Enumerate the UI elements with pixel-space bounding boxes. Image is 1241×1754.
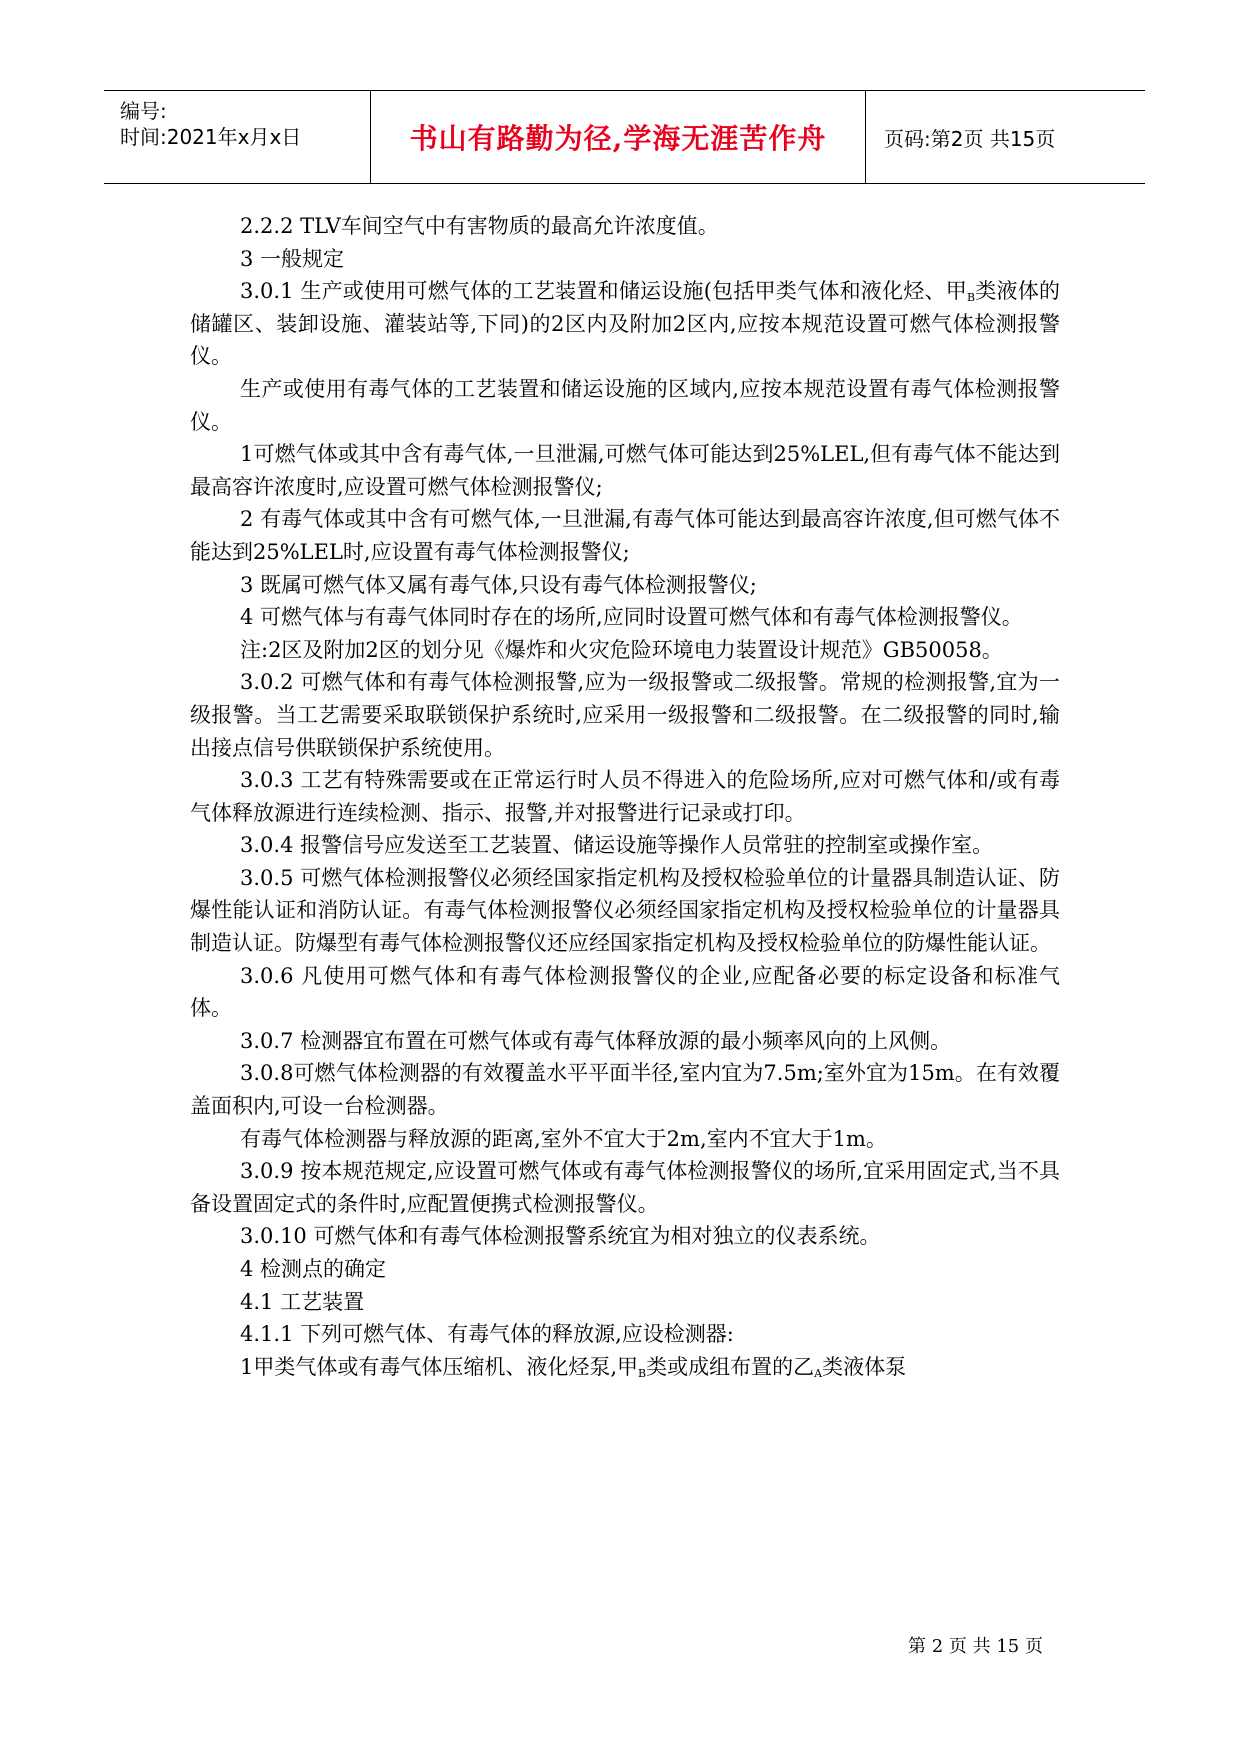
document-body [190,210,1060,1383]
paragraph: 3.0.4 报警信号应发送至工艺装置、储运设施等操作人员常驻的控制室或操作室。 [240,833,994,858]
paragraph: 3.0.6 凡使用可燃气体和有毒气体检测报警仪的企业,应配备必要的标定设备和标准气体。 [190,963,1060,1021]
paragraph: 1可燃气体或其中含有毒气体,一旦泄漏,可燃气体可能达到25%LEL,但有毒气体不能达到最高容许浓度时,应设置可燃气体检测报警仪; [190,442,1060,499]
paragraph: 有毒气体检测器与释放源的距离,室外不宜大于2m,室内不宜大于1m。 [240,1126,887,1151]
document-time-label: 时间:2021年x月x日 [120,125,302,149]
paragraph: 3.0.9 按本规范规定,应设置可燃气体或有毒气体检测报警仪的场所,宜采用固定式,当不具备设置固定式的条件时,应配置便携式检测报警仪。 [190,1159,1060,1216]
paragraph: 4.1.1 下列可燃气体、有毒气体的释放源,应设检测器: [240,1322,734,1347]
page-header [104,90,1145,184]
paragraph: 3.0.8可燃气体检测器的有效覆盖水平平面半径,室内宜为7.5m;室外宜为15m。在有效覆盖面积内,可设一台检测器。 [190,1061,1060,1119]
paragraph: 3.0.2 可燃气体和有毒气体检测报警,应为一级报警或二级报警。常规的检测报警,宜为一级报警。当工艺需要采取联锁保护系统时,应采用一级报警和二级报警。在二级报警的同时,输出接点信号供联锁保护系统使用。 [190,670,1060,760]
paragraph: 3 既属可燃气体又属有毒气体,只设有毒气体检测报警仪; [240,572,757,597]
paragraph: 2 有毒气体或其中含有可燃气体,一旦泄漏,有毒气体可能达到最高容许浓度,但可燃气体不能达到25%LEL时,应设置有毒气体检测报警仪; [190,507,1060,564]
header-page-label: 页码:第2页 共15页 [884,126,1056,151]
paragraph: 3.0.7 检测器宜布置在可燃气体或有毒气体释放源的最小频率风向的上风侧。 [240,1028,952,1053]
paragraph: 3.0.5 可燃气体检测报警仪必须经国家指定机构及授权检验单位的计量器具制造认证、防爆性能认证和消防认证。有毒气体检测报警仪必须经国家指定机构及授权检验单位的计量器具制造认证。防爆型有毒气体检测报警仪还应经国家指定机构及授权检验单位的防爆性能认证。 [190,865,1060,956]
paragraph: 3.0.10 可燃气体和有毒气体检测报警系统宜为相对独立的仪表系统。 [240,1224,881,1249]
section-heading: 4 检测点的确定 [240,1257,387,1281]
header-motto: 书山有路勤为径,学海无涯苦作舟 [370,91,866,183]
paragraph: 3.0.1 生产或使用可燃气体的工艺装置和储运设施(包括甲类气体和液化烃、甲$_B$类液体的储罐区、装卸设施、灌装站等,下同)的2区内及附加2区内,应按本规范设置可燃气体检测报警仪。 [190,279,1060,369]
section-heading: 3 一般规定 [240,246,345,271]
document-number-label: 编号: [120,99,167,123]
note-paragraph: 注:2区及附加2区的划分见《爆炸和火灾危险环境电力装置设计规范》GB50058。 [240,637,1003,662]
paragraph: 3.0.3 工艺有特殊需要或在正常运行时人员不得进入的危险场所,应对可燃气体和/或有毒气体释放源进行连续检测、指示、报警,并对报警进行记录或打印。 [190,768,1060,825]
paragraph: 4 可燃气体与有毒气体同时存在的场所,应同时设置可燃气体和有毒气体检测报警仪。 [240,605,1023,630]
section-heading: 4.1 工艺装置 [240,1289,365,1314]
header-meta [104,91,370,183]
page-footer: 第 2 页 共 15 页 [908,1636,1043,1657]
paragraph: 1甲类气体或有毒气体压缩机、液化烃泵,甲$_B$类或成组布置的乙$_A$类液体泵 [240,1354,907,1380]
paragraph: 生产或使用有毒气体的工艺装置和储运设施的区域内,应按本规范设置有毒气体检测报警仪。 [190,376,1060,434]
paragraph: 2.2.2 TLV车间空气中有害物质的最高允许浓度值。 [240,214,719,238]
